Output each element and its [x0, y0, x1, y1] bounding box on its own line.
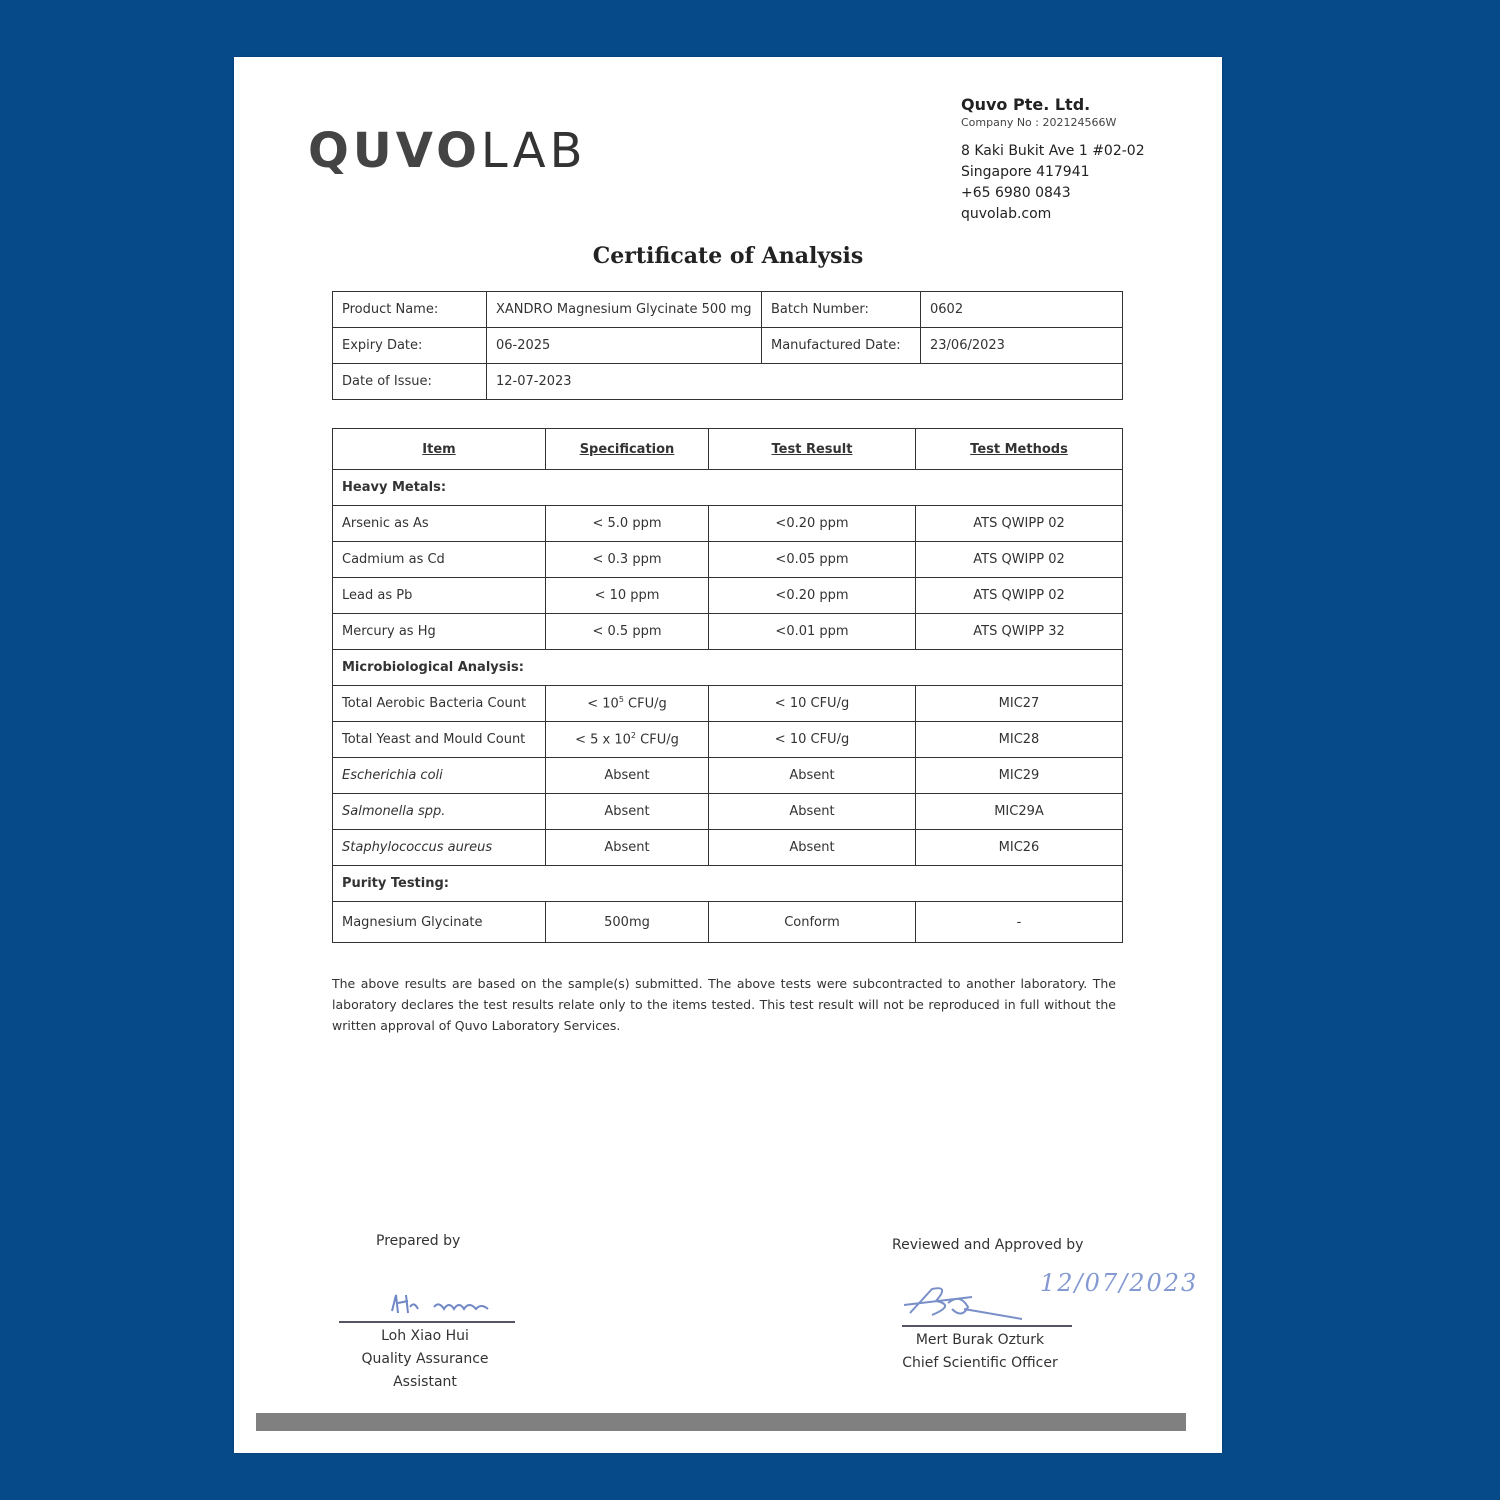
document-title: Certificate of Analysis — [592, 243, 864, 269]
expiry-date-label: Expiry Date: — [333, 328, 487, 364]
table-row — [333, 506, 1123, 542]
heavy-metals-section-title: Heavy Metals: — [333, 470, 1123, 506]
header-item: Item — [333, 429, 546, 470]
company-name: Quvo Pte. Ltd. — [961, 95, 1091, 114]
company-website: quvolab.com — [961, 206, 1052, 222]
item-cell: Cadmium as Cd — [333, 542, 546, 578]
approved-handwritten-date: 12/07/2023 — [1040, 1269, 1199, 1297]
table-row — [333, 794, 1123, 830]
prepared-by-label: Prepared by — [376, 1233, 461, 1249]
item-cell: Total Aerobic Bacteria Count — [333, 686, 546, 722]
spec-cell: < 0.3 ppm — [546, 542, 709, 578]
info-row — [333, 328, 1123, 364]
result-cell: <0.20 ppm — [709, 506, 916, 542]
manufactured-date-value: 23/06/2023 — [921, 328, 1123, 364]
batch-number-label: Batch Number: — [762, 292, 921, 328]
table-row — [333, 722, 1123, 758]
approved-signature-line — [902, 1325, 1072, 1327]
method-cell: MIC26 — [916, 830, 1123, 866]
prepared-by-title: Quality Assurance Assistant — [361, 1351, 489, 1390]
spec-cell: < 5.0 ppm — [546, 506, 709, 542]
results-table — [332, 428, 1123, 943]
spec-base: < 10 — [587, 696, 619, 712]
method-cell: MIC29A — [916, 794, 1123, 830]
header-test-result: Test Result — [709, 429, 916, 470]
micro-section-title: Microbiological Analysis: — [333, 650, 1123, 686]
results-header-row — [333, 429, 1123, 470]
item-cell: Lead as Pb — [333, 578, 546, 614]
spec-exponent: 5 — [618, 695, 624, 705]
result-cell: <0.05 ppm — [709, 542, 916, 578]
spec-exponent: 2 — [630, 731, 637, 741]
approved-by-label: Reviewed and Approved by — [892, 1237, 1084, 1253]
spec-cell: < 10 ppm — [546, 578, 709, 614]
header-specification: Specification — [546, 429, 709, 470]
company-address-line-2: Singapore 417941 — [961, 164, 1090, 180]
table-row — [333, 830, 1123, 866]
company-details — [961, 95, 1145, 227]
disclaimer-note: The above results are based on the sample(s) submitted. The above tests were subcontracted to another laboratory. The laboratory declares the test results relate only to the items tested. This test result will not be reproduced in full without the written approval of Quvo Laboratory Services. — [332, 976, 1116, 1033]
product-name-label: Product Name: — [333, 292, 487, 328]
manufactured-date-label: Manufactured Date: — [762, 328, 921, 364]
result-cell: < 10 CFU/g — [709, 686, 916, 722]
spec-cell — [546, 686, 709, 722]
issue-date-value: 12-07-2023 — [487, 364, 1123, 400]
spec-cell: 500mg — [546, 902, 709, 943]
table-row — [333, 578, 1123, 614]
company-address-line-1: 8 Kaki Bukit Ave 1 #02-02 — [961, 143, 1145, 159]
header-test-methods: Test Methods — [916, 429, 1123, 470]
item-cell: Mercury as Hg — [333, 614, 546, 650]
table-row — [333, 542, 1123, 578]
spec-cell: Absent — [546, 794, 709, 830]
method-cell: MIC27 — [916, 686, 1123, 722]
result-cell: <0.01 ppm — [709, 614, 916, 650]
prepared-by-block — [330, 1325, 520, 1394]
approved-by-block — [880, 1329, 1080, 1375]
result-cell: Conform — [709, 902, 916, 943]
spec-cell: Absent — [546, 830, 709, 866]
section-row — [333, 470, 1123, 506]
spec-unit: CFU/g — [636, 732, 679, 748]
info-row — [333, 292, 1123, 328]
item-cell: Magnesium Glycinate — [333, 902, 546, 943]
logo-bold-part: QUVO — [308, 123, 481, 179]
quvolab-logo — [308, 123, 587, 179]
spec-cell: Absent — [546, 758, 709, 794]
logo-light-part: LAB — [480, 123, 587, 179]
company-number: Company No : 202124566W — [961, 116, 1117, 129]
batch-number-value: 0602 — [921, 292, 1123, 328]
item-cell: Salmonella spp. — [333, 794, 546, 830]
prepared-signature-line — [339, 1321, 515, 1323]
scan-edge-bar — [256, 1413, 1186, 1431]
prepared-signature-scribble — [384, 1289, 504, 1319]
result-cell: <0.20 ppm — [709, 578, 916, 614]
spec-cell: < 0.5 ppm — [546, 614, 709, 650]
method-cell: MIC28 — [916, 722, 1123, 758]
spec-cell — [546, 722, 709, 758]
company-phone: +65 6980 0843 — [961, 185, 1071, 201]
result-cell: Absent — [709, 830, 916, 866]
method-cell: ATS QWIPP 02 — [916, 578, 1123, 614]
method-cell: ATS QWIPP 02 — [916, 506, 1123, 542]
item-cell: Staphylococcus aureus — [333, 830, 546, 866]
product-info-table — [332, 291, 1123, 400]
certificate-page — [234, 57, 1222, 1453]
table-row — [333, 902, 1123, 943]
table-row — [333, 758, 1123, 794]
info-row — [333, 364, 1123, 400]
method-cell: - — [916, 902, 1123, 943]
method-cell: MIC29 — [916, 758, 1123, 794]
approved-by-name: Mert Burak Ozturk — [915, 1332, 1045, 1348]
method-cell: ATS QWIPP 32 — [916, 614, 1123, 650]
result-cell: Absent — [709, 758, 916, 794]
item-cell: Total Yeast and Mould Count — [333, 722, 546, 758]
result-cell: Absent — [709, 794, 916, 830]
approved-by-title: Chief Scientific Officer — [902, 1355, 1058, 1371]
expiry-date-value: 06-2025 — [487, 328, 762, 364]
section-row — [333, 650, 1123, 686]
table-row — [333, 686, 1123, 722]
purity-section-title: Purity Testing: — [333, 866, 1123, 902]
item-cell: Escherichia coli — [333, 758, 546, 794]
prepared-by-name: Loh Xiao Hui — [381, 1328, 469, 1344]
approved-signature-scribble — [902, 1279, 1052, 1325]
result-cell: < 10 CFU/g — [709, 722, 916, 758]
item-cell: Arsenic as As — [333, 506, 546, 542]
section-row — [333, 866, 1123, 902]
spec-base: < 5 x 10 — [575, 732, 631, 748]
method-cell: ATS QWIPP 02 — [916, 542, 1123, 578]
spec-unit: CFU/g — [623, 696, 667, 712]
table-row — [333, 614, 1123, 650]
product-name-value: XANDRO Magnesium Glycinate 500 mg — [487, 292, 762, 328]
issue-date-label: Date of Issue: — [333, 364, 487, 400]
